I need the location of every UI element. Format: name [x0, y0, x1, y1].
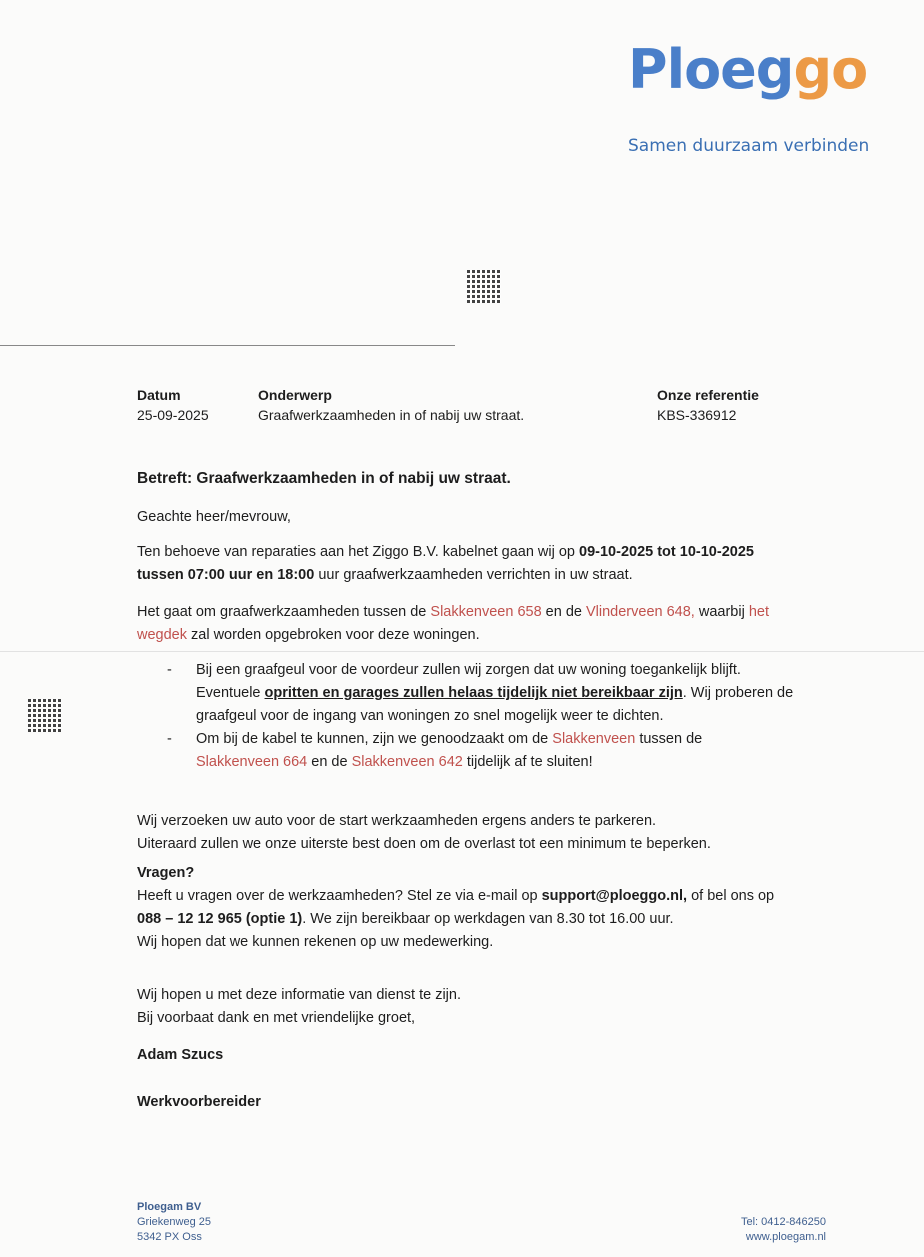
address: Slakkenveen 658 — [430, 604, 542, 620]
subject-block — [258, 385, 524, 425]
footer-website-link[interactable]: www.ploegam.nl — [745, 1231, 826, 1243]
divider — [0, 345, 455, 346]
text: uur graafwerkzaamheden verrichten in uw straat. — [314, 567, 633, 583]
text: tussen de — [635, 731, 703, 747]
text: en de — [541, 604, 586, 620]
text: Bij een graafgeul voor de voordeur zullen wij zorgen dat uw woning toegankelijk blijft. — [196, 662, 741, 678]
text: Bij voorbaat dank en met vriendelijke groet, — [137, 1010, 416, 1026]
qr-code-icon — [28, 698, 62, 732]
text: zal worden opgebroken voor deze woningen. — [186, 627, 480, 643]
emphasis: opritten en garages zullen helaas tijdelijk niet bereikbaar zijn — [264, 685, 683, 701]
support-email-link[interactable]: support@ploeggo.nl, — [541, 888, 688, 904]
text: Eventuele — [196, 685, 265, 701]
betreft-heading: Betreft: Graafwerkzaamheden in of nabij uw straat. — [137, 470, 511, 487]
list-item — [139, 728, 793, 774]
questions-section — [137, 862, 774, 954]
date-value: 25-09-2025 — [137, 407, 209, 423]
slogan: Samen duurzaam verbinden — [628, 136, 870, 156]
address: Slakkenveen 642 — [351, 754, 463, 770]
bullet-list — [139, 659, 793, 774]
text: . We zijn bereikbaar op werkdagen van 8.30 tot 16.00 uur. — [302, 911, 674, 927]
signer-role: Werkvoorbereider — [137, 1094, 261, 1110]
reference-label: Onze referentie — [657, 387, 759, 403]
text: waarbij — [694, 604, 749, 620]
reference-value: KBS-336912 — [657, 407, 737, 423]
subject-label: Onderwerp — [258, 387, 332, 403]
footer-address — [137, 1200, 211, 1245]
footer-contact — [741, 1215, 826, 1245]
date-range: 09-10-2025 tot 10-10-2025 — [579, 544, 754, 560]
paragraph-parking — [137, 810, 711, 856]
text: Het gaat om graafwerkzaamheden tussen de — [137, 604, 431, 620]
questions-title: Vragen? — [137, 865, 195, 881]
text: wegdek — [137, 627, 187, 643]
paragraph-location — [137, 601, 769, 647]
company-logo — [628, 38, 867, 101]
address: Slakkenveen — [552, 731, 636, 747]
qr-code-icon — [467, 269, 501, 303]
text: Om bij de kabel te kunnen, zijn we genoodzaakt om de — [196, 731, 553, 747]
date-block — [137, 385, 209, 425]
signer-name: Adam Szucs — [137, 1047, 224, 1063]
phone-number[interactable]: 088 – 12 12 965 (optie 1) — [137, 911, 303, 927]
footer-city: 5342 PX Oss — [137, 1231, 202, 1243]
address: Slakkenveen 664 — [196, 754, 308, 770]
text: Heeft u vragen over de werkzaamheden? Stel ze via e-mail op — [137, 888, 542, 904]
closing — [137, 984, 461, 1030]
salutation: Geachte heer/mevrouw, — [137, 509, 291, 525]
text: . Wij proberen de — [682, 685, 794, 701]
paragraph-dates — [137, 541, 754, 587]
text: of bel ons op — [687, 888, 775, 904]
text: Wij hopen u met deze informatie van dienst te zijn. — [137, 987, 461, 1003]
time-range: tussen 07:00 uur en 18:00 — [137, 567, 315, 583]
footer-street: Griekenweg 25 — [137, 1216, 211, 1228]
footer-company: Ploegam BV — [137, 1201, 202, 1213]
fold-line — [0, 651, 924, 652]
text: Ten behoeve van reparaties aan het Ziggo B.V. kabelnet gaan wij op — [137, 544, 580, 560]
logo-accent: go — [793, 38, 868, 101]
text: Wij verzoeken uw auto voor de start werkzaamheden ergens anders te parkeren. — [137, 813, 657, 829]
text: Wij hopen dat we kunnen rekenen op uw medewerking. — [137, 934, 494, 950]
text: Uiteraard zullen we onze uiterste best doen om de overlast tot een minimum te beperken. — [137, 836, 711, 852]
date-label: Datum — [137, 387, 181, 403]
text: tijdelijk af te sluiten! — [462, 754, 593, 770]
footer-phone: Tel: 0412-846250 — [740, 1216, 826, 1228]
address: Vlinderveen 648, — [586, 604, 695, 620]
text: het — [748, 604, 769, 620]
logo-text: Ploeg — [628, 38, 794, 101]
list-item — [139, 659, 793, 728]
reference-block — [657, 385, 759, 425]
text: graafgeul voor de ingang van woningen zo snel mogelijk weer te dichten. — [196, 708, 664, 724]
subject-value: Graafwerkzaamheden in of nabij uw straat. — [258, 407, 525, 423]
text: en de — [307, 754, 352, 770]
